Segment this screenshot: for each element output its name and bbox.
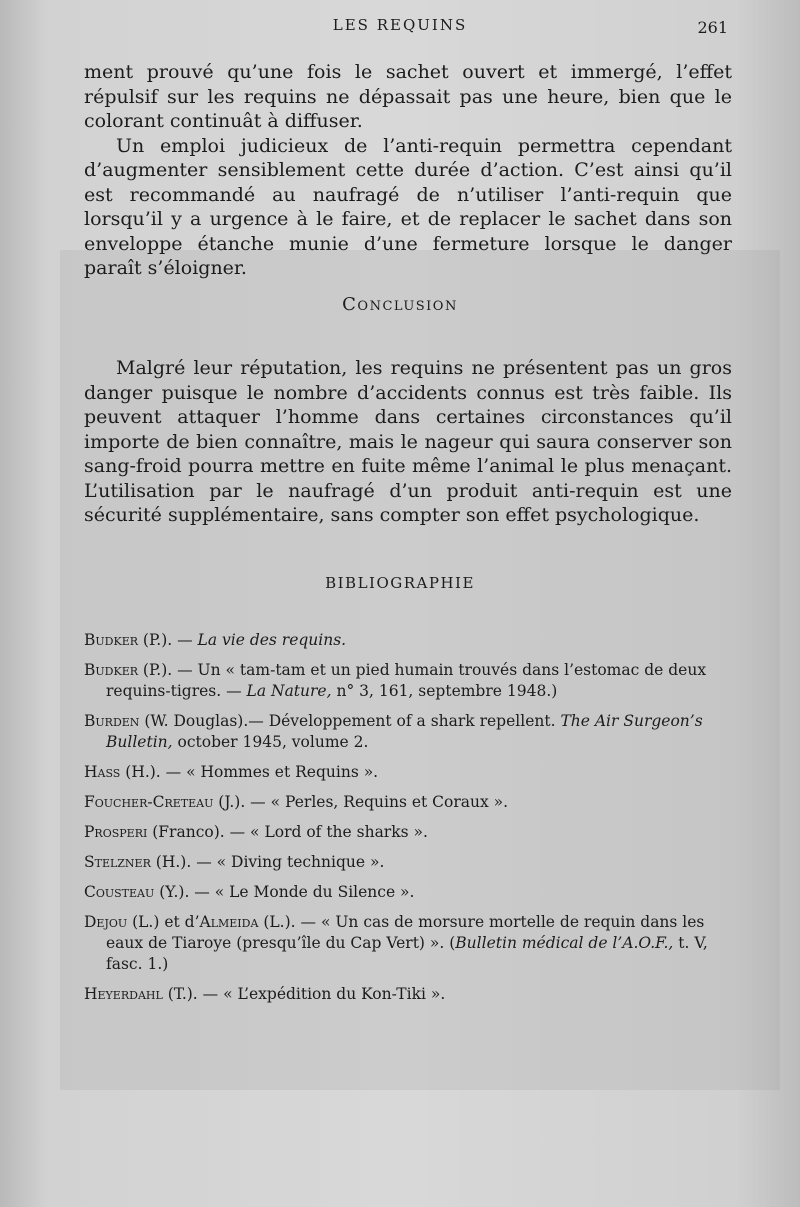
paragraph-anti-requin: Un emploi judicieux de l’anti-requin permettra cependant d’augmenter sensiblement cette durée d’action. C’est ainsi qu’il est recommandé au naufragé de n’utiliser l’anti-requin que lorsqu’il y a urgence à le faire, et de replacer le sachet dans son enveloppe étanche munie d’une fermeture lorsque le danger paraît s’éloigner.	[84, 134, 732, 279]
entry-author: Dejou	[84, 913, 128, 931]
page-number: 261	[697, 18, 728, 37]
conclusion-text-block	[84, 356, 732, 528]
entry-author: Hass (H.).	[84, 763, 161, 781]
bibliography-entry: Budker (P.). — La vie des requins.	[84, 631, 347, 649]
entry-author: Heyerdahl (T.).	[84, 985, 198, 1003]
entry-author: Burden	[84, 712, 140, 730]
entry-author: Budker (P.).	[84, 631, 173, 649]
bibliography-entry: Burden (W. Douglas).— Développement of a shark repellent. The Air Surgeon’s Bulletin, october 1945, volume 2.	[84, 712, 703, 751]
entry-author: Foucher-Creteau (J.).	[84, 793, 246, 811]
entry-coauthor: Almeida (L.).	[199, 913, 296, 931]
bibliography-entry: Dejou (L.) et d’Almeida (L.). — « Un cas de morsure mortelle de requin dans les eaux de Tiaroye (presqu’île du Cap Vert) ». (Bulletin médical de l’A.O.F., t. V, fasc. 1.)	[84, 913, 708, 973]
entry-author: Budker (P.).	[84, 661, 173, 679]
bibliography-entry: Heyerdahl (T.). — « L’expédition du Kon-Tiki ».	[84, 985, 446, 1003]
entry-author: Prosperi	[84, 823, 148, 841]
bibliography-entry: Stelzner (H.). — « Diving technique ».	[84, 853, 385, 871]
body-text	[84, 60, 732, 281]
bibliography-list	[84, 630, 734, 1014]
entry-author: Stelzner (H.).	[84, 853, 192, 871]
entry-author: Cousteau (Y.).	[84, 883, 190, 901]
bibliography-entry: Cousteau (Y.). — « Le Monde du Silence ».	[84, 883, 415, 901]
bibliography-heading: BIBLIOGRAPHIE	[325, 574, 475, 592]
running-title: LES REQUINS	[332, 16, 468, 34]
paragraph-continuation: ment prouvé qu’une fois le sachet ouvert et immergé, l’effet répulsif sur les requins ne dépassait pas une heure, bien que le colorant continuât à diffuser.	[84, 61, 732, 132]
running-header	[0, 16, 800, 46]
bibliography-entry: Foucher-Creteau (J.). — « Perles, Requins et Coraux ».	[84, 793, 509, 811]
bibliography-entry: Hass (H.). — « Hommes et Requins ».	[84, 763, 379, 781]
bibliography-entry: Budker (P.). — Un « tam-tam et un pied humain trouvés dans l’estomac de deux requins-tigres. — La Nature, n° 3, 161, septembre 1948.)	[84, 661, 707, 700]
conclusion-paragraph: Malgré leur réputation, les requins ne présentent pas un gros danger puisque le nombre d’accidents connus est très faible. Ils peuvent attaquer l’homme dans certaines circonstances qu’il importe de bien connaître, mais le nageur qui saura conserver son sang-froid pourra mettre en fuite même l’animal le plus menaçant. L’utilisation par le naufragé d’un produit anti-requin est une sécurité supplémentaire, sans compter son effet psychologique.	[84, 357, 732, 526]
bibliography-entry: Prosperi (Franco). — « Lord of the sharks ».	[84, 823, 428, 841]
conclusion-heading: Conclusion	[342, 294, 458, 315]
